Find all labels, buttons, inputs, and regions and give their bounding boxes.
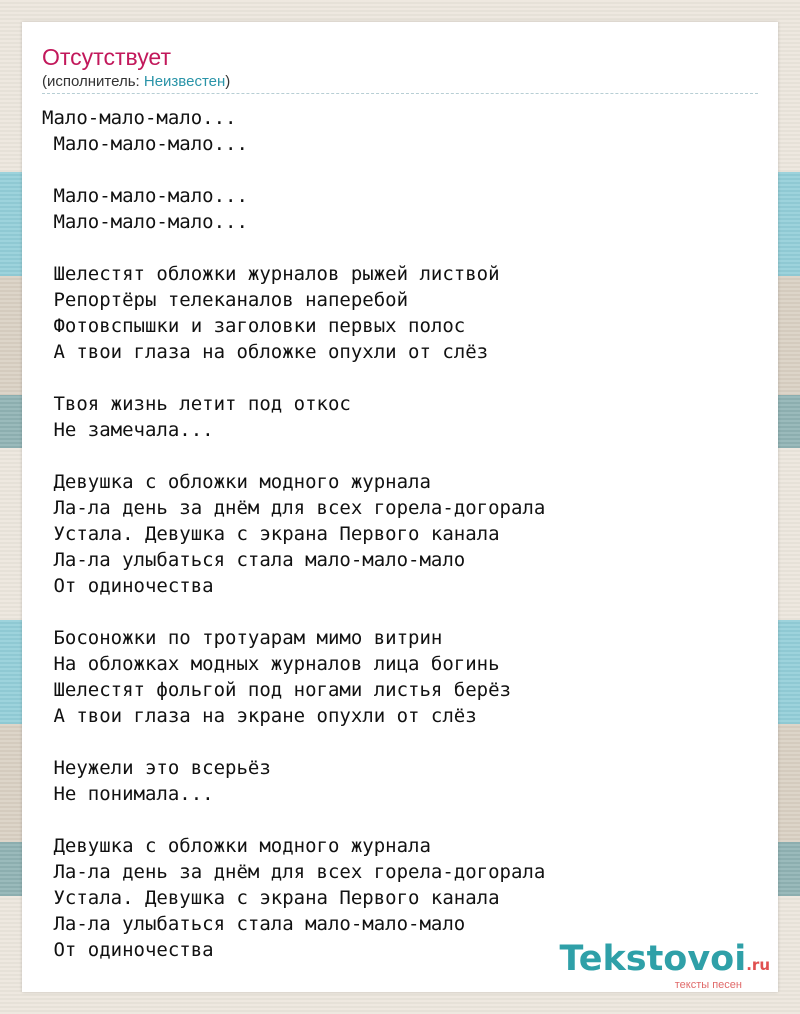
logo-tld: .ru bbox=[746, 956, 770, 974]
artist-line bbox=[42, 73, 230, 91]
lyrics-card bbox=[22, 22, 778, 992]
artist-link[interactable]: Неизвестен bbox=[143, 73, 226, 90]
logo-name: Tekstovoi bbox=[559, 939, 747, 979]
artist-prefix: (исполнитель: bbox=[42, 73, 144, 90]
site-logo[interactable] bbox=[560, 940, 771, 992]
lyrics-text: Мало-мало-мало... Мало-мало-мало... Мало-мало-мало... Мало-мало-мало... Шелестят обложки журналов рыжей листвой Репортёры телеканалов наперебой Фотовспышки и заголовки первых полос А твои глаза на обложке опухли от слёз Твоя жизнь летит под откос Не замечала... Девушка с обложки модного журнала Ла-ла день за днём для всех горела-догорала Устала. Девушка с экрана Первого канала Ла-ла улыбаться стала мало-мало-мало От одиночества Босоножки по тротуарам мимо витрин На обложках модных журналов лица богинь Шелестят фольгой под ногами листья берёз А твои глаза на экране опухли от слёз Неужели это всерьёз Не понимала... Девушка с обложки модного журнала Ла-ла день за днём для всех горела-догорала Устала. Девушка с экрана Первого канала Ла-ла улыбаться стала мало-мало-мало От одиночества bbox=[42, 107, 546, 961]
logo-wordmark bbox=[560, 940, 771, 984]
header-divider bbox=[42, 93, 758, 94]
logo-tagline: тексты песен bbox=[674, 979, 742, 991]
artist-suffix: ) bbox=[225, 73, 231, 90]
song-title: Отсутствует bbox=[42, 44, 171, 70]
